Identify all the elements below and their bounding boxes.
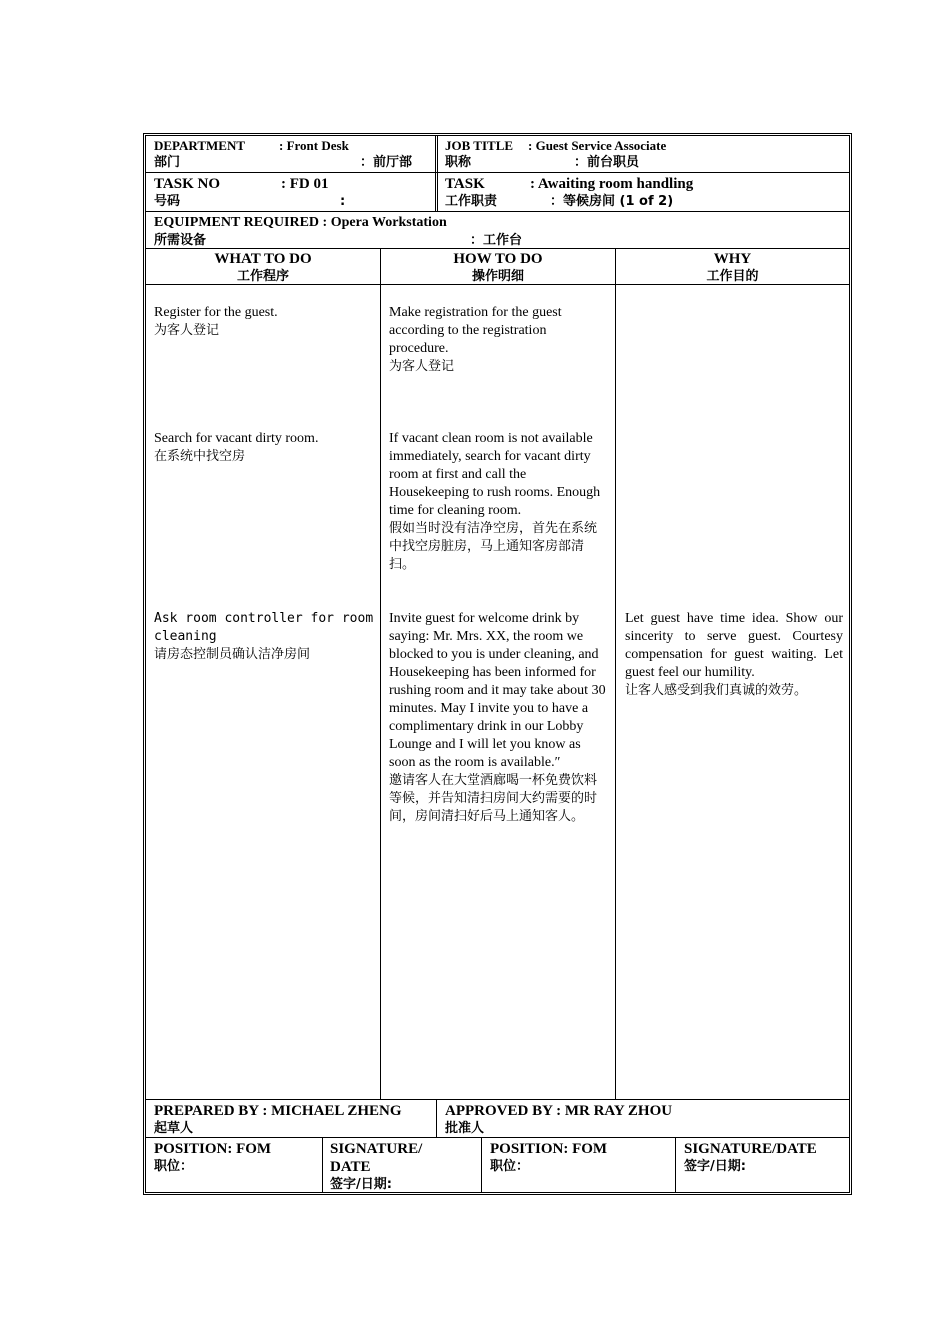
column-header-how <box>381 250 615 286</box>
divider <box>435 136 438 212</box>
department-cn-value: ：前厅部 <box>360 155 413 170</box>
equipment-cn-label: 所需设备 <box>154 233 207 248</box>
step-what <box>154 610 374 664</box>
task-value: : Awaiting room handling <box>530 176 694 192</box>
column-header-en: HOW TO DO <box>453 251 543 267</box>
department-value: : Front Desk <box>279 138 349 153</box>
divider <box>675 1137 676 1192</box>
task-cn-label: 工作职责 <box>445 194 498 209</box>
step-how-en: Make registration for the guest according to the registration procedure. <box>389 305 562 356</box>
step-what-en: Ask room controller for room cleaning <box>154 611 374 644</box>
position-approved <box>490 1140 607 1176</box>
step-what-cn: 请房态控制员确认洁净房间 <box>154 647 311 662</box>
approved-by <box>445 1102 672 1138</box>
divider <box>380 248 381 1099</box>
equipment-label: EQUIPMENT REQUIRED : Opera Workstation <box>154 215 447 230</box>
job-title-value: : Guest Service Associate <box>528 138 667 153</box>
column-header-cn: 操作明细 <box>471 269 524 284</box>
position-cn: 职位： <box>490 1159 530 1174</box>
column-header-en: WHAT TO DO <box>214 251 312 267</box>
step-what <box>154 304 374 340</box>
column-header-en: WHY <box>713 251 752 267</box>
step-what-en: Register for the guest. <box>154 305 278 320</box>
step-how <box>389 610 609 826</box>
step-how-cn: 为客人登记 <box>389 359 455 374</box>
column-header-cn: 工作程序 <box>236 269 289 284</box>
signature-label-date: DATE <box>330 1159 371 1175</box>
divider <box>146 211 849 212</box>
column-header-what <box>146 250 380 286</box>
signature-label: SIGNATURE/DATE <box>684 1141 817 1157</box>
divider <box>322 1137 323 1192</box>
task-cn-value: ：等候房间 (1 of 2) <box>550 194 674 209</box>
signature-prepared <box>330 1140 422 1194</box>
step-why-cn: 让客人感受到我们真诚的效劳。 <box>625 683 808 698</box>
task-no-value: : FD 01 <box>281 176 329 192</box>
task-label: TASK <box>445 176 485 192</box>
step-how <box>389 430 607 574</box>
position-cn: 职位： <box>154 1159 194 1174</box>
signature-label: SIGNATURE/ <box>330 1141 423 1157</box>
step-how-cn: 假如当时没有洁净空房，首先在系统中找空房脏房，马上通知客房部清扫。 <box>389 521 598 572</box>
divider <box>481 1137 482 1192</box>
prepared-by <box>154 1102 402 1138</box>
step-what-cn: 在系统中找空房 <box>154 449 246 464</box>
task-no-cn-label: 号码 <box>154 194 181 209</box>
signature-cn: 签字/日期: <box>330 1177 392 1192</box>
divider <box>146 172 849 173</box>
step-what <box>154 430 374 466</box>
column-header-why <box>616 250 849 286</box>
task-no-label: TASK NO <box>154 176 220 192</box>
department-cn-label: 部门 <box>154 155 181 170</box>
prepared-by-label: PREPARED BY : MICHAEL ZHENG <box>154 1103 402 1119</box>
signature-approved <box>684 1140 817 1176</box>
divider <box>615 248 616 1099</box>
prepared-by-cn: 起草人 <box>154 1121 194 1136</box>
task-no-cn-value: : <box>340 194 346 209</box>
equipment-cn-value: ：工作台 <box>470 233 523 248</box>
divider <box>436 1099 437 1137</box>
step-why-en: Let guest have time idea. Show our sincerity to serve guest. Courtesy compensation for guest waiting. Let guest feel our humility. <box>625 611 843 680</box>
step-why <box>625 610 843 700</box>
job-title-cn-value: ：前台职员 <box>574 155 640 170</box>
step-what-en: Search for vacant dirty room. <box>154 431 319 446</box>
step-how-en: If vacant clean room is not available immediately, search for vacant dirty room at first and call the Housekeeping to rush rooms. Enough time for cleaning room. <box>389 431 601 518</box>
position-prepared <box>154 1140 271 1176</box>
position-label: POSITION: FOM <box>154 1141 272 1157</box>
divider <box>146 1099 849 1100</box>
column-header-cn: 工作目的 <box>706 269 759 284</box>
step-what-cn: 为客人登记 <box>154 323 220 338</box>
position-label: POSITION: FOM <box>490 1141 608 1157</box>
step-how-en: Invite guest for welcome drink by saying: Mr. Mrs. XX, the room we blocked to you is under cleaning, and Housekeeping has been informed for rushing room and it may take about 30 minutes. May I invite you to have a complimentary drink in our Lobby Lounge and I will let you know as soon as the room is available.″ <box>389 611 606 770</box>
approved-by-cn: 批准人 <box>445 1121 485 1136</box>
job-title-label: JOB TITLE <box>445 138 514 153</box>
signature-cn: 签字/日期: <box>684 1159 746 1174</box>
department-label: DEPARTMENT <box>154 138 246 153</box>
job-title-cn-label: 职称 <box>445 155 472 170</box>
step-how-cn: 邀请客人在大堂酒廊喝一杯免费饮料等候，并告知清扫房间大约需要的时间，房间清扫好后马上通知客人。 <box>389 773 598 824</box>
approved-by-label: APPROVED BY : MR RAY ZHOU <box>445 1103 673 1119</box>
step-how <box>389 304 607 376</box>
